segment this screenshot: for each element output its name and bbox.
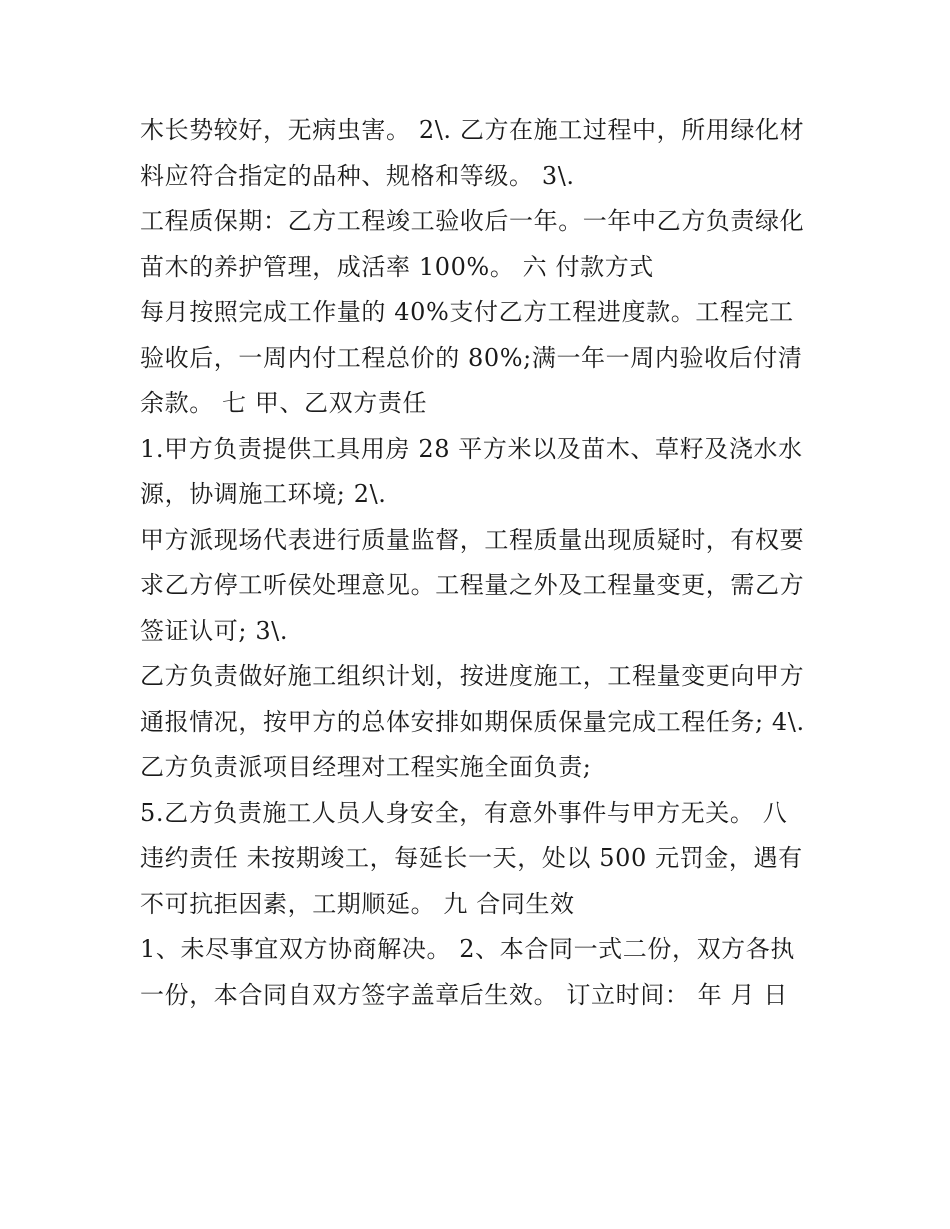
text-line: 1.甲方负责提供工具用房 28 平方米以及苗木、草籽及浇水水 [140, 434, 803, 463]
text-line: 料应符合指定的品种、规格和等级。 3\. [140, 161, 575, 190]
text-line: 每月按照完成工作量的 40%支付乙方工程进度款。工程完工 [140, 298, 794, 326]
text-line: 1、未尽事宜双方协商解决。 2、本合同一式二份，双方各执 [140, 935, 795, 963]
text-line: 通报情况，按甲方的总体安排如期保质保量完成工程任务; 4\. [140, 707, 805, 736]
document-body [140, 108, 830, 1018]
text-line: 工程质保期：乙方工程竣工验收后一年。一年中乙方负责绿化 [140, 207, 805, 235]
text-line: 乙方负责做好施工组织计划，按进度施工，工程量变更向甲方 [140, 662, 805, 690]
text-line: 求乙方停工听侯处理意见。工程量之外及工程量变更，需乙方 [140, 571, 805, 599]
text-line: 5.乙方负责施工人员人身安全，有意外事件与甲方无关。 八 [140, 798, 788, 827]
text-line: 一份，本合同自双方签字盖章后生效。 订立时间： 年 月 日 [140, 980, 788, 1009]
text-line: 不可抗拒因素，工期顺延。 九 合同生效 [140, 889, 575, 918]
text-line: 源，协调施工环境; 2\. [140, 480, 387, 508]
text-line: 验收后，一周内付工程总价的 80%;满一年一周内验收后付清 [140, 343, 803, 372]
text-line: 乙方负责派项目经理对工程实施全面负责; [140, 753, 592, 781]
text-line: 苗木的养护管理，成活率 100%。 六 付款方式 [140, 252, 654, 281]
text-line: 余款。 七 甲、乙双方责任 [140, 389, 428, 417]
text-line: 甲方派现场代表进行质量监督，工程质量出现质疑时，有权要 [140, 525, 805, 554]
text-line: 木长势较好，无病虫害。 2\. 乙方在施工过程中，所用绿化材 [140, 116, 805, 144]
text-line: 签证认可; 3\. [140, 616, 289, 645]
text-line: 违约责任 未按期竣工，每延长一天，处以 500 元罚金，遇有 [140, 844, 803, 872]
